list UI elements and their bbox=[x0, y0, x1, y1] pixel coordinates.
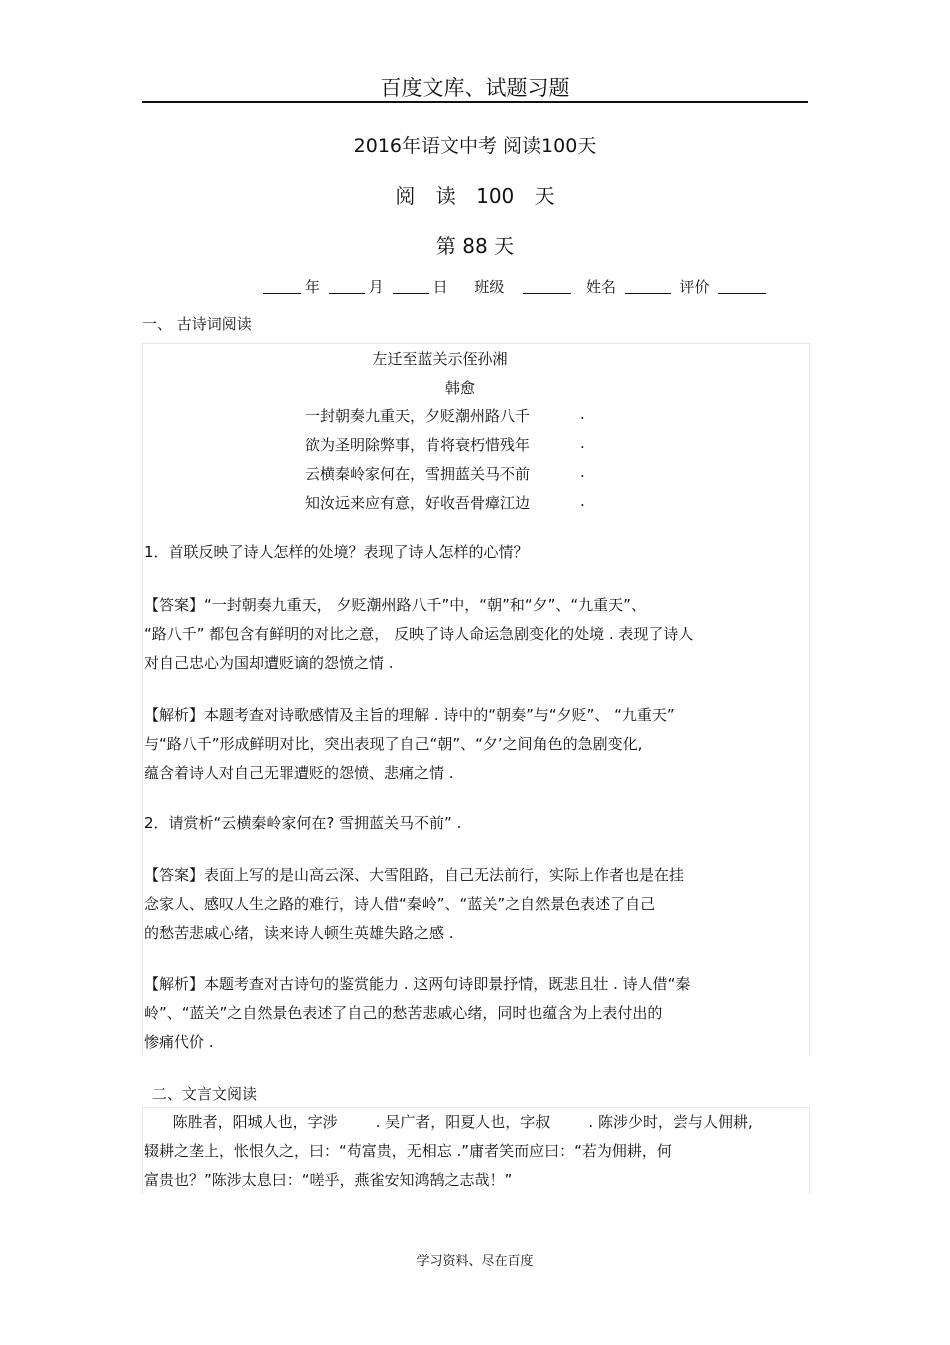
analysis-2 bbox=[144, 970, 690, 1057]
poem-line-end: . bbox=[580, 492, 585, 510]
classical-passage bbox=[144, 1108, 753, 1195]
analysis-1 bbox=[144, 701, 675, 788]
name-blank[interactable] bbox=[625, 279, 671, 294]
eval-blank[interactable] bbox=[718, 279, 766, 294]
section-heading-poetry: 一、 古诗词阅读 bbox=[142, 315, 252, 333]
poem-line: 欲为圣明除弊事，肯将衰朽惜残年 bbox=[305, 436, 531, 454]
answer-line: 念家人、感叹人生之路的难行，诗人借“秦岭”、“蓝关”之自然景色表述了自己 bbox=[144, 895, 656, 913]
answer-line: 对自己忠心为国却遭贬谪的怨愤之情 . bbox=[144, 654, 394, 672]
poem-line: 知汝远来应有意，好收吾骨瘴江边 bbox=[305, 494, 531, 512]
month-label: 月 bbox=[368, 278, 384, 296]
poem-line-end: . bbox=[580, 434, 585, 452]
answer-line: “路八千” 都包含有鲜明的对比之意， 反映了诗人命运急剧变化的处境 . 表现了诗人 bbox=[144, 625, 694, 643]
answer-line: 的愁苦悲戚心绪，读来诗人顿生英雄失路之感 . bbox=[144, 924, 454, 942]
page-footer: 学习资料、尽在百度 bbox=[416, 1254, 534, 1269]
poem-author: 韩愈 bbox=[444, 379, 475, 397]
poem-title: 左迁至蓝关示侄孙湘 bbox=[372, 350, 508, 368]
poem-line-end: . bbox=[580, 463, 585, 481]
name-label: 姓名 bbox=[585, 278, 616, 296]
header-title: 百度文库、试题习题 bbox=[380, 76, 570, 100]
class-label: 班级 bbox=[474, 278, 505, 296]
answer-1 bbox=[144, 591, 693, 678]
class-blank[interactable] bbox=[523, 279, 571, 294]
answer-line: 【答案】表面上写的是山高云深、大雪阻路，自己无法前行，实际上作者也是在挂 bbox=[144, 866, 685, 884]
analysis-line: 惨痛代价 . bbox=[144, 1033, 214, 1051]
answer-2 bbox=[144, 861, 684, 948]
analysis-line: 【解析】本题考查对诗歌感情及主旨的理解 . 诗中的“朝奏”与“夕贬”、 “九重天” bbox=[144, 706, 675, 724]
section-heading-classical: 二、文言文阅读 bbox=[152, 1085, 258, 1103]
year-label: 年 bbox=[305, 278, 321, 296]
analysis-line: 岭”、“蓝关”之自然景色表述了自己的愁苦悲戚心绪，同时也蕴含为上表付出的 bbox=[144, 1004, 663, 1022]
year-blank[interactable] bbox=[263, 279, 301, 294]
student-info-line bbox=[263, 276, 770, 297]
passage-line: 陈胜者，阳城人也，字涉 . 吴广者，阳夏人也，字叔 . 陈涉少时，尝与人佣耕, bbox=[144, 1113, 753, 1131]
answer-line: 【答案】“一封朝奏九重天， 夕贬潮州路八千”中，“朝”和“夕”、“九重天”、 bbox=[144, 596, 646, 614]
day-label: 日 bbox=[432, 278, 448, 296]
question-1: 1．首联反映了诗人怎样的处境？表现了诗人怎样的心情？ bbox=[144, 543, 529, 561]
poem-line: 云横秦岭家何在，雪拥蓝关马不前 bbox=[305, 465, 531, 483]
question-2: 2．请赏析“云横秦岭家何在? 雪拥蓝关马不前” . bbox=[144, 814, 462, 832]
day-title: 第 88 天 bbox=[435, 234, 515, 258]
poem-line-end: . bbox=[580, 405, 585, 423]
passage-line: 辍耕之垄上，怅恨久之，曰：“苟富贵，无相忘 .”庸者笑而应曰：“若为佣耕，何 bbox=[144, 1142, 672, 1160]
day-blank[interactable] bbox=[393, 279, 429, 294]
header-divider bbox=[142, 101, 808, 103]
analysis-line: 【解析】本题考查对古诗句的鉴赏能力 . 这两句诗即景抒情，既悲且壮 . 诗人借“秦 bbox=[144, 975, 691, 993]
poem-line: 一封朝奏九重天，夕贬潮州路八千 bbox=[305, 407, 531, 425]
passage-line: 富贵也？”陈涉太息曰：“嗟乎，燕雀安知鸿鹄之志哉！” bbox=[144, 1171, 513, 1189]
month-blank[interactable] bbox=[329, 279, 365, 294]
eval-label: 评价 bbox=[679, 278, 710, 296]
analysis-line: 蕴含着诗人对自己无罪遭贬的怨愤、悲痛之情 . bbox=[144, 764, 454, 782]
analysis-line: 与“路八千”形成鲜明对比，突出表现了自己“朝”、“夕’之间角色的急剧变化, bbox=[144, 735, 643, 753]
series-title: 阅 读 100 天 bbox=[395, 184, 555, 208]
document-title: 2016年语文中考 阅读100天 bbox=[353, 135, 597, 157]
